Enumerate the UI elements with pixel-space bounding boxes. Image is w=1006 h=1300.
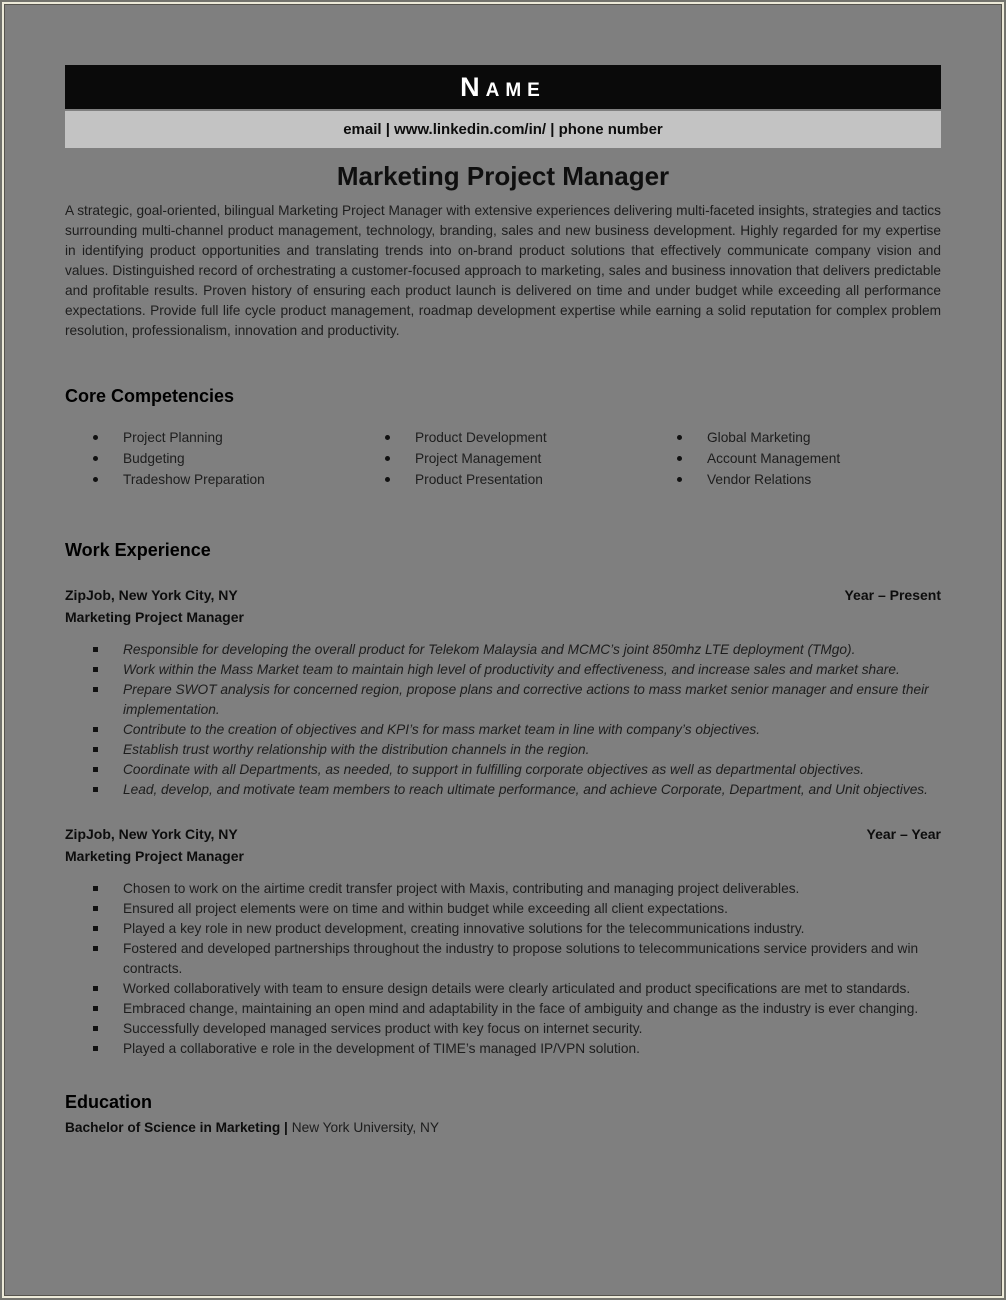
name-banner — [65, 65, 941, 109]
job-bullet: Played a key role in new product development, creating innovative solutions for the telecommunications industry. — [123, 921, 805, 936]
square-bullet-icon — [93, 687, 98, 692]
list-item — [357, 427, 649, 448]
competency-label: Global Marketing — [707, 430, 811, 445]
list-item — [65, 919, 941, 939]
education-degree: Bachelor of Science in Marketing | — [65, 1120, 288, 1135]
round-bullet-icon — [385, 477, 390, 482]
list-item — [65, 720, 941, 740]
job-bullet: Contribute to the creation of objectives and KPI’s for mass market team in line with company’s objectives. — [123, 722, 761, 737]
competency-label: Budgeting — [123, 451, 185, 466]
job-company: ZipJob, New York City, NY — [65, 826, 238, 842]
square-bullet-icon — [93, 886, 98, 891]
list-item — [357, 448, 649, 469]
square-bullet-icon — [93, 647, 98, 652]
job-entry-1 — [65, 587, 941, 800]
competency-label: Project Planning — [123, 430, 223, 445]
list-item — [65, 879, 941, 899]
list-item — [65, 760, 941, 780]
section-core-competencies — [65, 386, 941, 490]
competency-column-3 — [649, 427, 941, 490]
job-bullet: Fostered and developed partnerships throughout the industry to propose solutions to telecommunications service providers and win contracts. — [123, 941, 919, 976]
work-experience-heading: Work Experience — [65, 540, 211, 560]
list-item — [65, 979, 941, 999]
square-bullet-icon — [93, 906, 98, 911]
round-bullet-icon — [677, 456, 682, 461]
competency-label: Project Management — [415, 451, 542, 466]
list-item — [65, 660, 941, 680]
square-bullet-icon — [93, 747, 98, 752]
job-bullet: Lead, develop, and motivate team members to reach ultimate performance, and achieve Corporate, Department, and Unit objectives. — [123, 782, 928, 797]
job-header — [65, 826, 941, 842]
list-item — [649, 469, 941, 490]
list-item — [65, 427, 357, 448]
list-item — [649, 448, 941, 469]
section-work-experience — [65, 540, 941, 1059]
competency-columns — [65, 427, 941, 490]
job-bullet: Coordinate with all Departments, as needed, to support in fulfilling corporate objectives as well as departmental objectives. — [123, 762, 865, 777]
job-bullet-list — [65, 640, 941, 800]
list-item — [65, 939, 941, 979]
resume-page — [4, 4, 1002, 1296]
list-item — [649, 427, 941, 448]
job-bullet: Chosen to work on the airtime credit transfer project with Maxis, contributing and managing project deliverables. — [123, 881, 800, 896]
competency-label: Product Presentation — [415, 472, 543, 487]
job-bullet: Successfully developed managed services product with key focus on internet security. — [123, 1021, 643, 1036]
square-bullet-icon — [93, 667, 98, 672]
round-bullet-icon — [677, 477, 682, 482]
page-title: Marketing Project Manager — [336, 161, 670, 191]
job-bullet: Ensured all project elements were on time and within budget while exceeding all client expectations. — [123, 901, 728, 916]
job-bullet: Worked collaboratively with team to ensure design details were clearly articulated and product specifications are met to standards. — [123, 981, 911, 996]
square-bullet-icon — [93, 1026, 98, 1031]
square-bullet-icon — [93, 946, 98, 951]
list-item — [65, 780, 941, 800]
list-item — [65, 469, 357, 490]
list-item — [65, 680, 941, 720]
list-item — [357, 469, 649, 490]
job-dates: Year – Present — [844, 587, 941, 603]
competency-label: Product Development — [415, 430, 547, 445]
job-bullet: Responsible for developing the overall product for Telekom Malaysia and MCMC’s joint 850mhz LTE deployment (TMgo). — [123, 642, 856, 657]
core-competencies-heading: Core Competencies — [65, 386, 235, 406]
square-bullet-icon — [93, 1006, 98, 1011]
list-item — [65, 999, 941, 1019]
job-bullet: Establish trust worthy relationship with the distribution channels in the region. — [123, 742, 590, 757]
square-bullet-icon — [93, 986, 98, 991]
job-company: ZipJob, New York City, NY — [65, 587, 238, 603]
square-bullet-icon — [93, 926, 98, 931]
round-bullet-icon — [93, 477, 98, 482]
education-school: New York University, NY — [291, 1120, 440, 1135]
list-item — [65, 899, 941, 919]
square-bullet-icon — [93, 1046, 98, 1051]
contact-bar — [65, 111, 941, 148]
round-bullet-icon — [385, 456, 390, 461]
job-title: Marketing Project Manager — [65, 848, 244, 864]
education-heading: Education — [65, 1092, 153, 1112]
summary-paragraph: A strategic, goal-oriented, bilingual Marketing Project Manager with extensive experiences delivering multi-faceted insights, strategies and tactics surrounding multi-channel product management, technology, branding, sales and new business development. Highly regarded for my expertise in identifying product opportunities and translating trends into on-brand product solutions that effectively communicate company vision and values. Distinguished record of orchestrating a customer-focused approach to marketing, sales and business innovation that delivers predictable and profitable results. Proven history of ensuring each product launch is delivered on time and under budget while exceeding all performance expectations. Provide full life cycle product management, roadmap development expertise while earning a solid reputation for complex problem resolution, professionalism, innovation and productivity. — [65, 203, 941, 338]
job-dates: Year – Year — [866, 826, 941, 842]
competency-label: Tradeshow Preparation — [123, 472, 265, 487]
job-entry-2 — [65, 826, 941, 1059]
contact-info: email | www.linkedin.com/in/ | phone number — [343, 121, 663, 138]
section-education — [65, 1092, 941, 1135]
list-item — [65, 1039, 941, 1059]
competency-column-1 — [65, 427, 357, 490]
education-entry — [65, 1120, 941, 1135]
round-bullet-icon — [93, 456, 98, 461]
candidate-name: Name — [460, 71, 546, 102]
job-header — [65, 587, 941, 603]
competency-label: Account Management — [707, 451, 841, 466]
list-item — [65, 448, 357, 469]
list-item — [65, 740, 941, 760]
round-bullet-icon — [677, 435, 682, 440]
job-title: Marketing Project Manager — [65, 609, 244, 625]
competency-label: Vendor Relations — [707, 472, 812, 487]
job-bullet: Embraced change, maintaining an open mind and adaptability in the face of ambiguity and change as the industry is ever changing. — [123, 1001, 919, 1016]
job-bullet: Work within the Mass Market team to maintain high level of productivity and effectiveness, and increase sales and market share. — [123, 662, 900, 677]
square-bullet-icon — [93, 767, 98, 772]
square-bullet-icon — [93, 727, 98, 732]
square-bullet-icon — [93, 787, 98, 792]
round-bullet-icon — [385, 435, 390, 440]
list-item — [65, 1019, 941, 1039]
job-bullet-list — [65, 879, 941, 1059]
page-frame-inner — [2, 2, 1004, 1298]
job-bullet: Prepare SWOT analysis for concerned region, propose plans and corrective actions to mass market senior manager and ensure their implementation. — [123, 682, 929, 717]
competency-column-2 — [357, 427, 649, 490]
round-bullet-icon — [93, 435, 98, 440]
job-bullet: Played a collaborative e role in the development of TIME’s managed IP/VPN solution. — [123, 1041, 640, 1056]
list-item — [65, 640, 941, 660]
